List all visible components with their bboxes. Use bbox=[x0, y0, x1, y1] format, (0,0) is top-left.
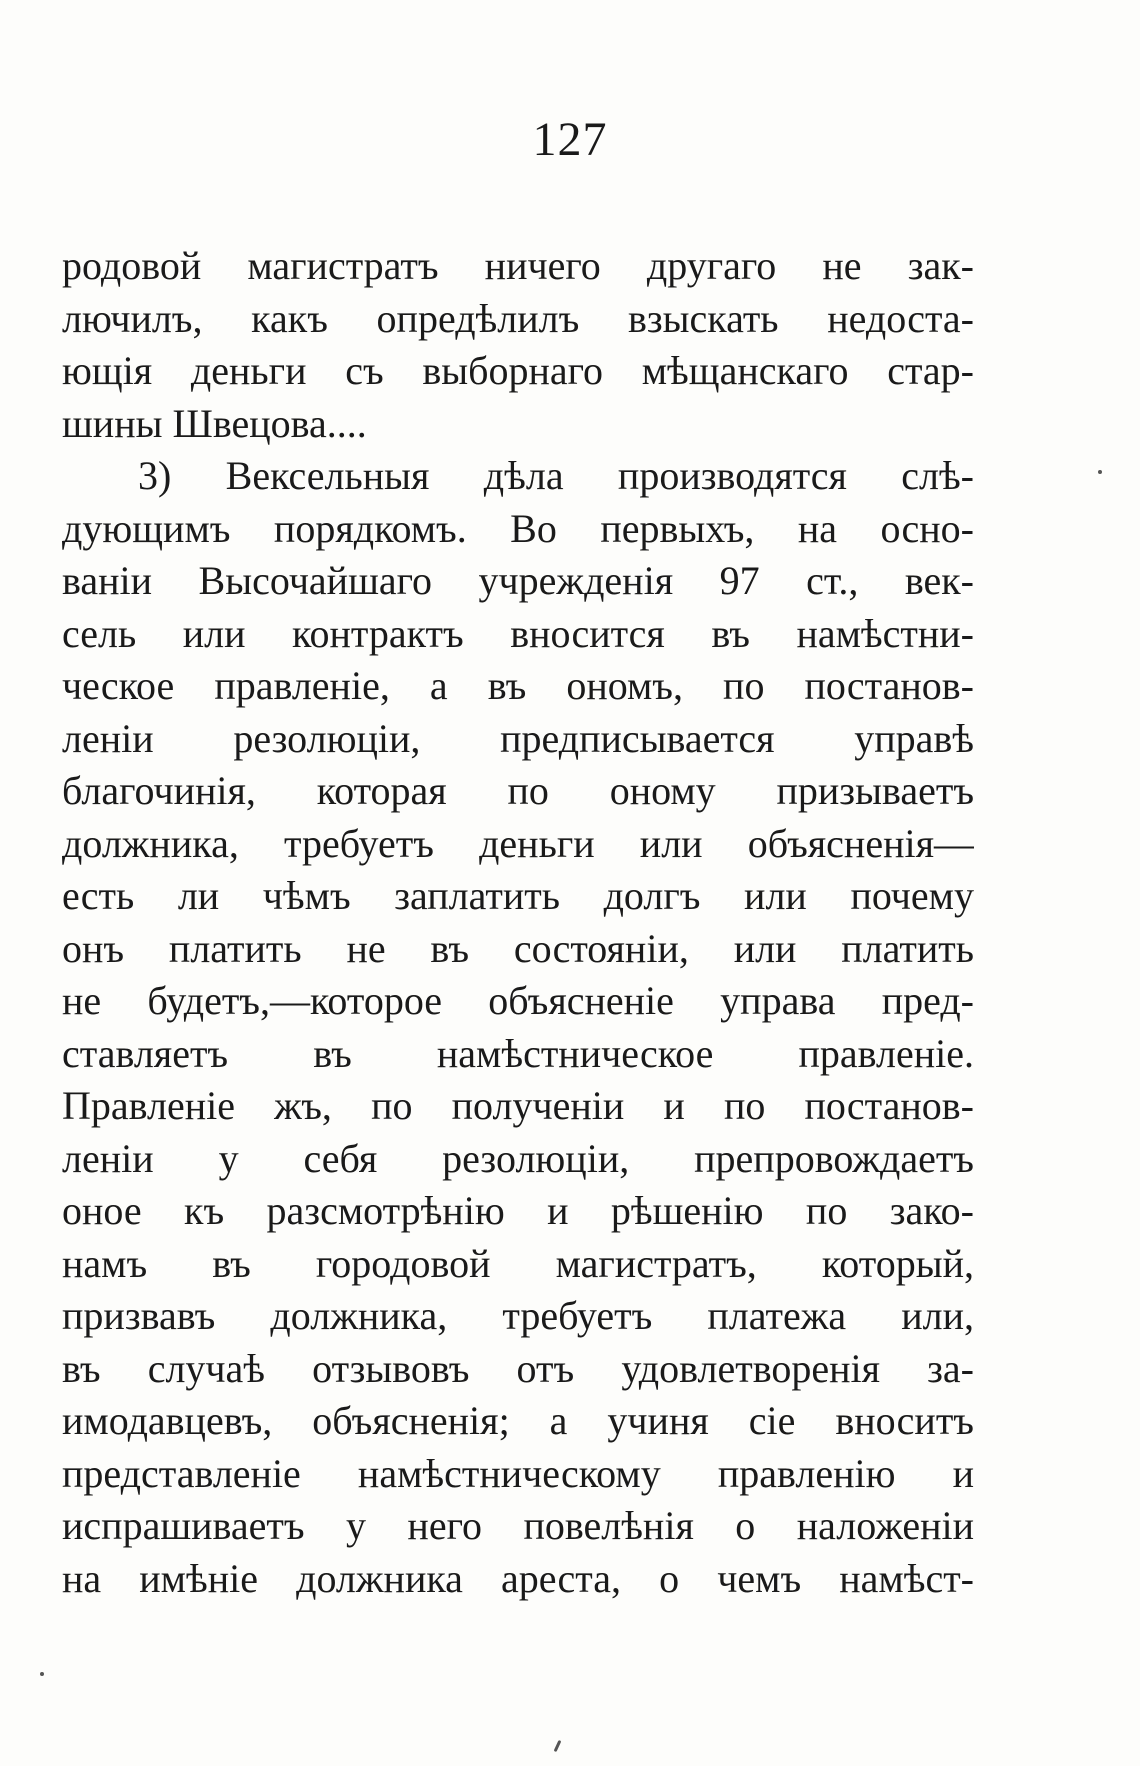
page-number: 127 bbox=[532, 113, 608, 166]
text-line: ческое правленіе, а въ ономъ, по постанов- bbox=[62, 663, 974, 708]
text-line: должника, требуетъ деньги или объясненія— bbox=[62, 820, 974, 866]
text-line: въ случаѣ отзывовъ отъ удовлетворенія за- bbox=[62, 1345, 974, 1391]
text-line: сель или контрактъ вносится въ намѣстни- bbox=[62, 610, 974, 656]
body-text bbox=[62, 240, 974, 1605]
scan-speck bbox=[554, 1740, 562, 1752]
text-line: призвавъ должника, требуетъ платежа или, bbox=[62, 1293, 974, 1338]
scan-speck bbox=[40, 1672, 44, 1676]
text-line: дующимъ порядкомъ. Во первыхъ, на осно- bbox=[62, 505, 974, 551]
text-line: леніи у себя резолюціи, препровождаетъ bbox=[62, 1135, 974, 1181]
text-line: ющія деньги съ выборнаго мѣщанскаго стар- bbox=[62, 348, 974, 393]
text-line: представленіе намѣстническому правленію и bbox=[62, 1450, 974, 1496]
text-line: шины Швецова.... bbox=[62, 400, 367, 446]
text-line: оное къ разсмотрѣнію и рѣшенію по зако- bbox=[62, 1188, 974, 1233]
scan-speck bbox=[1098, 470, 1102, 474]
text-line: Правленіе жъ, по полученіи и по постанов- bbox=[62, 1083, 974, 1128]
text-line: испрашиваетъ у него повелѣнія о наложеніи bbox=[62, 1503, 974, 1548]
text-line: 3) Вексельныя дѣла производятся слѣ- bbox=[138, 453, 974, 498]
text-line: леніи резолюціи, предписывается управѣ bbox=[62, 715, 974, 761]
text-line: ставляетъ въ намѣстническое правленіе. bbox=[62, 1030, 974, 1076]
text-line: родовой магистратъ ничего другаго не зак- bbox=[62, 243, 974, 288]
text-line: на имѣніе должника ареста, о чемъ намѣст- bbox=[62, 1555, 974, 1601]
text-line: онъ платить не въ состояніи, или платить bbox=[62, 925, 974, 971]
text-line: намъ въ городовой магистратъ, который, bbox=[62, 1240, 974, 1286]
text-line: ваніи Высочайшаго учрежденія 97 ст., век- bbox=[62, 558, 974, 603]
text-line: лючилъ, какъ опредѣлилъ взыскать недоста- bbox=[62, 295, 974, 341]
text-line: есть ли чѣмъ заплатить долгъ или почему bbox=[62, 873, 974, 918]
text-line: имодавцевъ, объясненія; а учиня сіе вноситъ bbox=[62, 1398, 974, 1443]
text-line: благочинія, которая по оному призываетъ bbox=[62, 768, 974, 813]
text-line: не будетъ,—которое объясненіе управа пред- bbox=[62, 978, 974, 1023]
